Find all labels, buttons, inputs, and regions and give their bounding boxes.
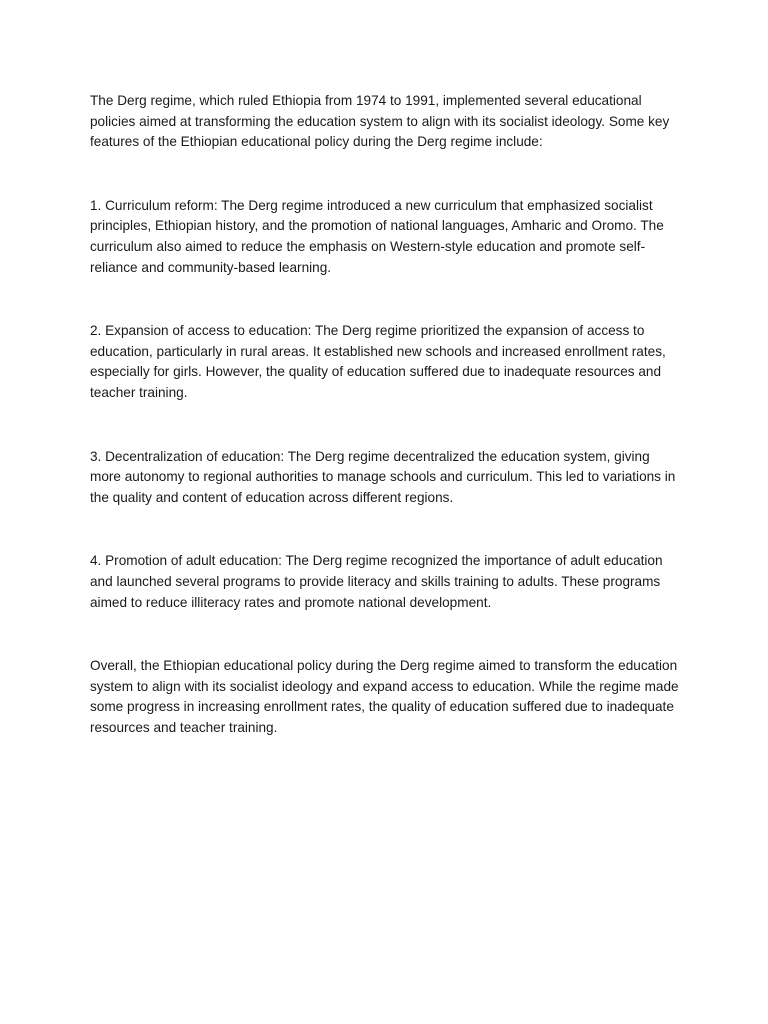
intro-paragraph: The Derg regime, which ruled Ethiopia from 1974 to 1991, implemented several educational policies aimed at transforming the education system to align with its socialist ideology. Some key features of the Ethiopian educational policy during the Derg regime include:: [90, 93, 670, 150]
adult-education-paragraph: 4. Promotion of adult education: The Derg regime recognized the importance of adult education and launched several programs to provide literacy and skills training to adults. These programs aimed to reduce illiteracy rates and promote national development.: [90, 553, 663, 610]
document-body: [90, 91, 680, 738]
conclusion-paragraph: Overall, the Ethiopian educational policy during the Derg regime aimed to transform the education system to align with its socialist ideology and expand access to education. While the regime made some progress in increasing enrollment rates, the quality of education suffered due to inadequate resources and teacher training.: [90, 658, 679, 735]
access-expansion-paragraph: 2. Expansion of access to education: The Derg regime prioritized the expansion of access to education, particularly in rural areas. It established new schools and increased enrollment rates, especially for girls. However, the quality of education suffered due to inadequate resources and teacher training.: [90, 323, 666, 400]
curriculum-reform-paragraph: 1. Curriculum reform: The Derg regime introduced a new curriculum that emphasized socialist principles, Ethiopian history, and the promotion of national languages, Amharic and Oromo. The curriculum also aimed to reduce the emphasis on Western-style education and promote self-reliance and community-based learning.: [90, 197, 664, 275]
decentralization-paragraph: 3. Decentralization of education: The Derg regime decentralized the education system, giving more autonomy to regional authorities to manage schools and curriculum. This led to variations in the quality and content of education across different regions.: [90, 448, 676, 505]
